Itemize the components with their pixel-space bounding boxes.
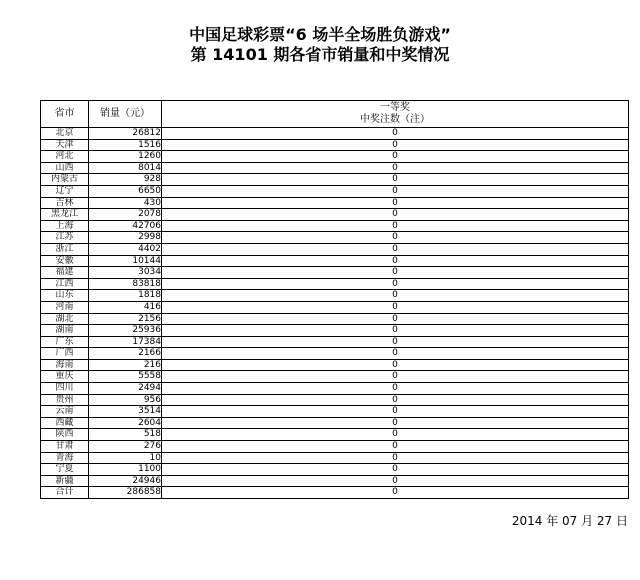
- winning-bets-cell: 0: [162, 394, 629, 406]
- sales-cell: 1516: [89, 139, 162, 151]
- table-row: [41, 197, 629, 209]
- province-cell: 浙江: [41, 243, 89, 255]
- province-cell: 四川: [41, 383, 89, 395]
- table-row: [41, 336, 629, 348]
- table-row: [41, 325, 629, 337]
- winning-bets-cell: 0: [162, 139, 629, 151]
- sales-cell: 4402: [89, 243, 162, 255]
- winning-bets-cell: 0: [162, 162, 629, 174]
- winning-bets-cell: 0: [162, 429, 629, 441]
- province-cell: 安徽: [41, 255, 89, 267]
- winning-bets-cell: 0: [162, 220, 629, 232]
- sales-cell: 2078: [89, 209, 162, 221]
- sales-cell: 42706: [89, 220, 162, 232]
- winning-bets-cell: 0: [162, 185, 629, 197]
- province-cell: 山西: [41, 162, 89, 174]
- province-cell: 天津: [41, 139, 89, 151]
- report-date: 2014 年 07 月 27 日: [511, 514, 628, 528]
- winning-bets-cell: 0: [162, 243, 629, 255]
- winning-bets-cell: 0: [162, 278, 629, 290]
- winning-bets-cell: 0: [162, 359, 629, 371]
- province-cell: 海南: [41, 359, 89, 371]
- table-row: [41, 406, 629, 418]
- table-row: [41, 487, 629, 499]
- province-cell: 重庆: [41, 371, 89, 383]
- winning-bets-cell: 0: [162, 348, 629, 360]
- province-cell: 北京: [41, 128, 89, 140]
- province-cell: 广西: [41, 348, 89, 360]
- winning-bets-cell: 0: [162, 232, 629, 244]
- province-cell: 福建: [41, 267, 89, 279]
- province-cell: 内蒙古: [41, 174, 89, 186]
- sales-cell: 25936: [89, 325, 162, 337]
- province-cell: 吉林: [41, 197, 89, 209]
- province-cell: 辽宁: [41, 185, 89, 197]
- sales-cell: 2998: [89, 232, 162, 244]
- table-row: [41, 209, 629, 221]
- sales-cell: 2156: [89, 313, 162, 325]
- province-cell: 合计: [41, 487, 89, 499]
- province-cell: 贵州: [41, 394, 89, 406]
- table-row: [41, 452, 629, 464]
- province-cell: 新疆: [41, 475, 89, 487]
- sales-cell: 928: [89, 174, 162, 186]
- province-cell: 广东: [41, 336, 89, 348]
- sales-cell: 1818: [89, 290, 162, 302]
- sales-cell: 5558: [89, 371, 162, 383]
- table-row: [41, 417, 629, 429]
- header-prize-level: 一等奖: [380, 102, 410, 113]
- sales-cell: 10: [89, 452, 162, 464]
- table-row: [41, 278, 629, 290]
- table-row: [41, 383, 629, 395]
- winning-bets-cell: 0: [162, 464, 629, 476]
- table-row: [41, 429, 629, 441]
- province-cell: 上海: [41, 220, 89, 232]
- sales-cell: 17384: [89, 336, 162, 348]
- winning-bets-cell: 0: [162, 255, 629, 267]
- winning-bets-cell: 0: [162, 128, 629, 140]
- sales-cell: 8014: [89, 162, 162, 174]
- province-cell: 湖北: [41, 313, 89, 325]
- table-row: [41, 255, 629, 267]
- province-cell: 云南: [41, 406, 89, 418]
- sales-cell: 3514: [89, 406, 162, 418]
- sales-cell: 2166: [89, 348, 162, 360]
- province-cell: 陕西: [41, 429, 89, 441]
- winning-bets-cell: 0: [162, 209, 629, 221]
- table-row: [41, 243, 629, 255]
- winning-bets-cell: 0: [162, 151, 629, 163]
- table-row: [41, 371, 629, 383]
- table-row: [41, 267, 629, 279]
- table-header-row: [41, 101, 629, 128]
- winning-bets-cell: 0: [162, 313, 629, 325]
- table-row: [41, 128, 629, 140]
- header-province: 省市: [41, 101, 89, 128]
- header-winning-bets: 中奖注数（注）: [360, 114, 430, 125]
- sales-cell: 216: [89, 359, 162, 371]
- table-row: [41, 220, 629, 232]
- sales-cell: 10144: [89, 255, 162, 267]
- sales-cell: 26812: [89, 128, 162, 140]
- province-cell: 宁夏: [41, 464, 89, 476]
- table-row: [41, 475, 629, 487]
- table-row: [41, 174, 629, 186]
- winning-bets-cell: 0: [162, 441, 629, 453]
- sales-cell: 416: [89, 301, 162, 313]
- province-cell: 江西: [41, 278, 89, 290]
- province-cell: 西藏: [41, 417, 89, 429]
- province-cell: 河北: [41, 151, 89, 163]
- winning-bets-cell: 0: [162, 475, 629, 487]
- winning-bets-cell: 0: [162, 417, 629, 429]
- report-subtitle: 第 14101 期各省市销量和中奖情况: [190, 45, 450, 64]
- sales-cell: 2604: [89, 417, 162, 429]
- table-row: [41, 162, 629, 174]
- header-first-prize: [162, 101, 629, 128]
- sales-cell: 24946: [89, 475, 162, 487]
- winning-bets-cell: 0: [162, 336, 629, 348]
- winning-bets-cell: 0: [162, 290, 629, 302]
- table-row: [41, 151, 629, 163]
- sales-cell: 83818: [89, 278, 162, 290]
- sales-cell: 518: [89, 429, 162, 441]
- province-cell: 甘肃: [41, 441, 89, 453]
- sales-table: [40, 100, 629, 499]
- province-cell: 湖南: [41, 325, 89, 337]
- sales-cell: 286858: [89, 487, 162, 499]
- table-row: [41, 139, 629, 151]
- table-row: [41, 359, 629, 371]
- winning-bets-cell: 0: [162, 406, 629, 418]
- header-sales: 销量（元）: [89, 101, 162, 128]
- sales-cell: 1100: [89, 464, 162, 476]
- table-row: [41, 394, 629, 406]
- table-row: [41, 185, 629, 197]
- sales-cell: 2494: [89, 383, 162, 395]
- table-row: [41, 313, 629, 325]
- winning-bets-cell: 0: [162, 301, 629, 313]
- table-row: [41, 290, 629, 302]
- province-cell: 山东: [41, 290, 89, 302]
- sales-cell: 956: [89, 394, 162, 406]
- sales-cell: 430: [89, 197, 162, 209]
- table-row: [41, 464, 629, 476]
- winning-bets-cell: 0: [162, 371, 629, 383]
- winning-bets-cell: 0: [162, 267, 629, 279]
- winning-bets-cell: 0: [162, 383, 629, 395]
- table-row: [41, 301, 629, 313]
- report-title: 中国足球彩票“6 场半全场胜负游戏”: [189, 25, 451, 44]
- province-cell: 黑龙江: [41, 209, 89, 221]
- sales-cell: 276: [89, 441, 162, 453]
- winning-bets-cell: 0: [162, 174, 629, 186]
- province-cell: 青海: [41, 452, 89, 464]
- province-cell: 江苏: [41, 232, 89, 244]
- sales-cell: 6650: [89, 185, 162, 197]
- winning-bets-cell: 0: [162, 197, 629, 209]
- table-row: [41, 441, 629, 453]
- table-row: [41, 348, 629, 360]
- table-row: [41, 232, 629, 244]
- winning-bets-cell: 0: [162, 487, 629, 499]
- winning-bets-cell: 0: [162, 325, 629, 337]
- sales-cell: 1260: [89, 151, 162, 163]
- winning-bets-cell: 0: [162, 452, 629, 464]
- sales-cell: 3034: [89, 267, 162, 279]
- province-cell: 河南: [41, 301, 89, 313]
